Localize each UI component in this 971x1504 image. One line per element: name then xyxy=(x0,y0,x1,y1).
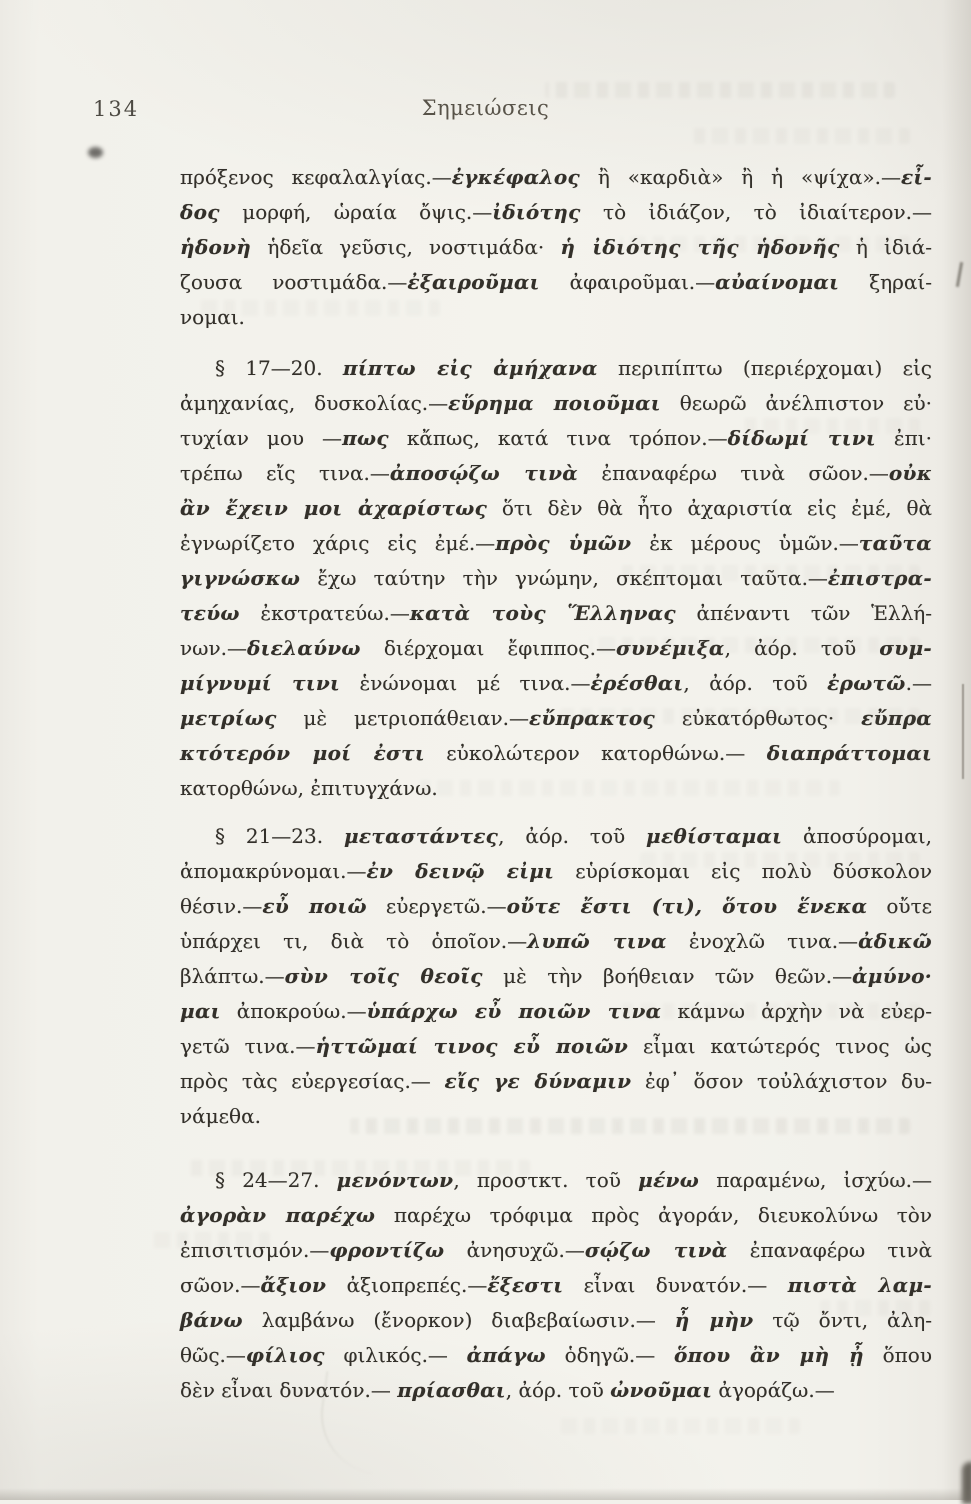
paper-curl-artifact xyxy=(314,1371,388,1474)
lemma-term: ἡδονὴ xyxy=(180,235,252,259)
text-segment: παραμένω, ἰσχύω.— xyxy=(699,1168,932,1192)
text-segment: εὐκατόρθωτος· xyxy=(655,706,862,730)
lemma-term: διελαύνω xyxy=(246,636,361,660)
lemma-term: πρίασθαι xyxy=(397,1378,506,1402)
text-line xyxy=(180,160,932,195)
lemma-term: ἀγορὰν παρέχω xyxy=(180,1203,376,1227)
lemma-term: ἄξιον xyxy=(260,1273,327,1297)
text-segment: .— xyxy=(905,671,933,695)
text-segment: νων.— xyxy=(180,636,247,660)
lemma-term: δίδωμί τινι xyxy=(727,426,876,450)
lemma-term: ἔξεστι xyxy=(487,1273,564,1297)
lemma-term: μαι xyxy=(180,999,221,1023)
edge-scratch-artifact xyxy=(962,684,964,779)
lemma-term: ὠνοῦμαι xyxy=(610,1378,713,1402)
corner-shadow-artifact xyxy=(962,1462,971,1504)
running-header-title: Σημειώσεις xyxy=(421,96,550,120)
text-segment: πρόξενος κεφαλαλγίας.— xyxy=(180,165,452,189)
text-line xyxy=(180,1268,932,1303)
text-segment: νάμεθα. xyxy=(180,1104,261,1128)
text-segment: τὸ ἰδιάζον, τὸ ἰδιαίτερον.— xyxy=(580,200,932,224)
lemma-term: μετρίως xyxy=(180,706,277,730)
lemma-term: εὔπρα xyxy=(861,706,932,730)
bleed-through-artifact xyxy=(420,780,840,796)
text-segment: ἀπομακρύνομαι.— xyxy=(180,859,367,883)
text-segment: ὑπάρχει τι, διὰ τὸ ὁποῖον.— xyxy=(180,929,528,953)
text-segment: , ἀόρ. τοῦ xyxy=(683,671,828,695)
text-segment: πρὸς τὰς εὐεργεσίας.— xyxy=(180,1069,445,1093)
lemma-term: ἐπιστρα- xyxy=(827,566,932,590)
text-line xyxy=(180,1373,932,1408)
paragraph xyxy=(180,1163,932,1408)
lemma-term: ὅπου ἂν μὴ ᾖ xyxy=(674,1343,864,1367)
bleed-through-artifact xyxy=(620,565,920,581)
lemma-term: ἐρωτῶ xyxy=(827,671,906,695)
text-line xyxy=(180,1338,932,1373)
text-segment: μὲ τὴν βοήθειαν τῶν θεῶν.— xyxy=(482,964,853,988)
lemma-term: ἀμύνο· xyxy=(852,964,932,988)
text-line xyxy=(180,1029,932,1064)
text-segment: εἶναι δυνατόν.— xyxy=(563,1273,788,1297)
lemma-term: εἴς γε δύναμιν xyxy=(444,1069,632,1093)
text-segment: ἐπαναφέρω τινὰ σῶον.— xyxy=(577,461,889,485)
text-segment: εὐκολώτερον κατορθώνω.— xyxy=(424,741,767,765)
text-line xyxy=(180,526,932,561)
lemma-term: πιστὰ λαμ- xyxy=(787,1273,932,1297)
lemma-term: πρὸς ὑμῶν xyxy=(495,531,632,555)
text-segment: ἀγοράζω.— xyxy=(712,1378,835,1402)
lemma-term: οὔτε ἔστι (τι), ὅτου ἕνεκα xyxy=(506,894,868,918)
bleed-through-artifact xyxy=(590,637,920,653)
text-segment: ἔχω ταύτην τὴν γνώμην, σκέπτομαι ταῦτα.— xyxy=(300,566,828,590)
edge-mark-artifact xyxy=(956,262,963,287)
text-segment: κατορθώνω, ἐπιτυγχάνω. xyxy=(180,776,438,800)
lemma-term: μενόντων xyxy=(336,1168,454,1192)
lemma-term: βάνω xyxy=(180,1308,243,1332)
lemma-term: ἡττῶμαί τινος εὖ ποιῶν xyxy=(315,1034,629,1058)
text-line xyxy=(180,1064,932,1099)
lemma-term: μίγνυμί τινι xyxy=(180,671,340,695)
text-segment: ἡ ἰδιά- xyxy=(839,235,932,259)
text-segment: ἀποσύρομαι, xyxy=(782,824,932,848)
text-segment: ἐπισιτισμόν.— xyxy=(180,1238,330,1262)
lemma-term: φίλιος xyxy=(245,1343,325,1367)
lemma-term: μεταστάντες xyxy=(343,824,499,848)
lemma-term: ἡ ἰδιότης τῆς ἡδονῆς xyxy=(560,235,840,259)
text-line xyxy=(180,959,932,994)
text-line xyxy=(180,819,932,854)
text-line xyxy=(180,889,932,924)
lemma-term: δος xyxy=(180,200,220,224)
text-segment: ἐπι· xyxy=(875,426,933,450)
lemma-term: εὔπρακτος xyxy=(528,706,656,730)
lemma-term: μεθίσταμαι xyxy=(646,824,783,848)
text-line xyxy=(180,491,932,526)
lemma-term: ἐν δεινῷ εἰμι xyxy=(366,859,555,883)
text-segment: περιπίπτω (περιέρχομαι) εἰς xyxy=(597,356,932,380)
lemma-term: σῴζω τινὰ xyxy=(584,1238,728,1262)
lemma-term: ἀδικῶ xyxy=(858,929,933,953)
text-segment: ἐπαναφέρω τινὰ xyxy=(727,1238,932,1262)
bleed-through-artifact xyxy=(620,1003,920,1019)
lemma-term: ἀπάγω xyxy=(466,1343,546,1367)
bleed-through-artifact xyxy=(545,82,895,98)
lemma-term: διαπράττομαι xyxy=(766,741,932,765)
lemma-term: εἶ- xyxy=(900,165,932,189)
text-segment: ἀνησυχῶ.— xyxy=(444,1238,585,1262)
text-segment: § 21—23. xyxy=(215,824,344,848)
lemma-term: εὖ ποιῶ xyxy=(262,894,367,918)
bleed-through-artifact xyxy=(690,128,910,144)
lemma-term: γιγνώσκω xyxy=(180,566,301,590)
text-segment: ἑνώνομαι μέ τινα.— xyxy=(339,671,591,695)
text-segment: ὅπου xyxy=(863,1343,932,1367)
lemma-term: πως xyxy=(342,426,389,450)
lemma-term: ἦ μὴν xyxy=(674,1308,754,1332)
lemma-term: συμ- xyxy=(879,636,932,660)
bleed-through-artifact xyxy=(200,300,440,316)
text-segment: τῷ ὄντι, ἀλη- xyxy=(753,1308,932,1332)
text-segment: θῶς.— xyxy=(180,1343,246,1367)
text-segment: , ἀόρ. τοῦ xyxy=(498,824,646,848)
text-segment: θέσιν.— xyxy=(180,894,263,918)
text-segment: οὔτε xyxy=(867,894,932,918)
text-segment: ἡδεῖα γεῦσις, νοστιμάδα· xyxy=(251,235,561,259)
bleed-through-artifact xyxy=(190,1160,530,1176)
bleed-through-artifact xyxy=(820,1300,930,1316)
text-line xyxy=(180,386,932,421)
text-segment: ἀφαιροῦμαι.— xyxy=(539,270,716,294)
lemma-term: συνέμιξα xyxy=(615,636,725,660)
lemma-term: κατὰ τοὺς Ἕλληνας xyxy=(409,601,676,625)
text-segment: ἐκστρατεύω.— xyxy=(239,601,410,625)
text-line xyxy=(180,456,932,491)
lemma-term: ἰδιότης xyxy=(492,200,581,224)
text-segment: εὐεργετῶ.— xyxy=(366,894,507,918)
text-segment: , ἀόρ. τοῦ xyxy=(505,1378,611,1402)
text-line xyxy=(180,666,932,701)
lemma-term: λυπῶ τινα xyxy=(527,929,667,953)
text-segment: φιλικός.— xyxy=(324,1343,467,1367)
bleed-through-artifact xyxy=(560,708,920,724)
text-line xyxy=(180,1233,932,1268)
text-segment: εὑρίσκομαι εἰς πολὺ δύσκολον xyxy=(554,859,932,883)
text-segment: γετῶ τινα.— xyxy=(180,1034,316,1058)
text-segment: λαμβάνω (ἔνορκον) διαβεβαίωσιν.— xyxy=(242,1308,675,1332)
text-segment: , προστκτ. τοῦ xyxy=(453,1168,639,1192)
page-number: 134 xyxy=(93,97,140,121)
text-line xyxy=(180,736,932,771)
text-line xyxy=(180,351,932,386)
text-segment: τρέπω εἴς τινα.— xyxy=(180,461,390,485)
text-segment: ἐφ᾽ ὅσον τοὐλάχιστον δυ- xyxy=(631,1069,933,1093)
text-segment: τυχίαν μου — xyxy=(180,426,343,450)
lemma-term: ἐρέσθαι xyxy=(590,671,684,695)
text-segment: μορφή, ὡραία ὄψις.— xyxy=(219,200,493,224)
text-segment: § 17—20. xyxy=(215,356,343,380)
bleed-through-artifact xyxy=(620,236,910,252)
lemma-term: ἂν ἔχειν μοι ἀχαρίστως xyxy=(180,496,488,520)
lemma-term: μένω xyxy=(638,1168,700,1192)
text-segment: ἀξιοπρεπές.— xyxy=(326,1273,488,1297)
text-segment: ἀποκρούω.— xyxy=(220,999,367,1023)
text-line xyxy=(180,596,932,631)
text-segment: ἐκ μέρους ὑμῶν.— xyxy=(631,531,859,555)
lemma-term: κτότερόν μοί ἐστι xyxy=(180,741,425,765)
lemma-term: οὐκ xyxy=(888,461,933,485)
bleed-through-artifact xyxy=(740,418,920,434)
bleed-through-artifact xyxy=(640,852,920,868)
text-segment: ἀπέναντι τῶν Ἑλλή- xyxy=(675,601,932,625)
text-line xyxy=(180,195,932,230)
text-segment: ἀμηχανίας, δυσκολίας.— xyxy=(180,391,449,415)
lemma-term: ἐξαιροῦμαι xyxy=(407,270,540,294)
text-segment: εἶμαι κατώτερός τινος ὡς xyxy=(628,1034,932,1058)
text-segment: ζουσα νοστιμάδα.— xyxy=(180,270,408,294)
text-segment: ξηραί- xyxy=(839,270,932,294)
text-segment: νομαι. xyxy=(180,305,245,329)
lemma-term: σὺν τοῖς θεοῖς xyxy=(284,964,483,988)
lemma-term: πίπτω εἰς ἀμήχανα xyxy=(342,356,598,380)
text-segment: ἐνοχλῶ τινα.— xyxy=(666,929,859,953)
text-segment: ὁδηγῶ.— xyxy=(545,1343,675,1367)
text-segment: ἐγνωρίζετο χάρις εἰς ἐμέ.— xyxy=(180,531,496,555)
text-segment: μὲ μετριοπάθειαν.— xyxy=(276,706,529,730)
lemma-term: φροντίζω xyxy=(329,1238,445,1262)
text-segment: § 24—27. xyxy=(215,1168,337,1192)
text-segment: ὅτι δὲν θὰ ἦτο ἀχαριστία εἰς ἐμέ, θὰ xyxy=(487,496,932,520)
bleed-through-artifact xyxy=(150,1232,270,1248)
text-segment: παρέχω τρόφιμα πρὸς ἀγοράν, διευκολύνω τὸν xyxy=(375,1203,932,1227)
lemma-term: αὐαίνομαι xyxy=(715,270,840,294)
text-segment: θεωρῶ ἀνέλπιστον εὐ· xyxy=(660,391,932,415)
text-segment: κάμνω ἀρχὴν νὰ εὐερ- xyxy=(661,999,933,1023)
bleed-through-artifact xyxy=(350,1118,910,1134)
text-segment: βλάπτω.— xyxy=(180,964,285,988)
lemma-term: τεύω xyxy=(180,601,240,625)
text-line xyxy=(180,265,932,300)
text-segment: δὲν εἶναι δυνατόν.— xyxy=(180,1378,398,1402)
lemma-term: εὕρημα ποιοῦμαι xyxy=(448,391,661,415)
ink-spot-artifact xyxy=(88,147,103,158)
text-segment: διέρχομαι ἔφιππος.— xyxy=(360,636,616,660)
text-line xyxy=(180,924,932,959)
text-line xyxy=(180,1198,932,1233)
text-segment: κἄπως, κατά τινα τρόπον.— xyxy=(388,426,728,450)
lemma-term: ἐγκέφαλος xyxy=(451,165,580,189)
bleed-through-artifact xyxy=(560,1418,800,1434)
text-segment: σῶον.— xyxy=(180,1273,261,1297)
lemma-term: ἀποσῴζω τινὰ xyxy=(389,461,578,485)
lemma-term: ταῦτα xyxy=(858,531,932,555)
text-segment: , ἀόρ. τοῦ xyxy=(724,636,880,660)
lemma-term: ὑπάρχω εὖ ποιῶν τινα xyxy=(366,999,662,1023)
text-segment: ἢ «καρδιὰ» ἢ ἡ «ψίχα».— xyxy=(579,165,901,189)
